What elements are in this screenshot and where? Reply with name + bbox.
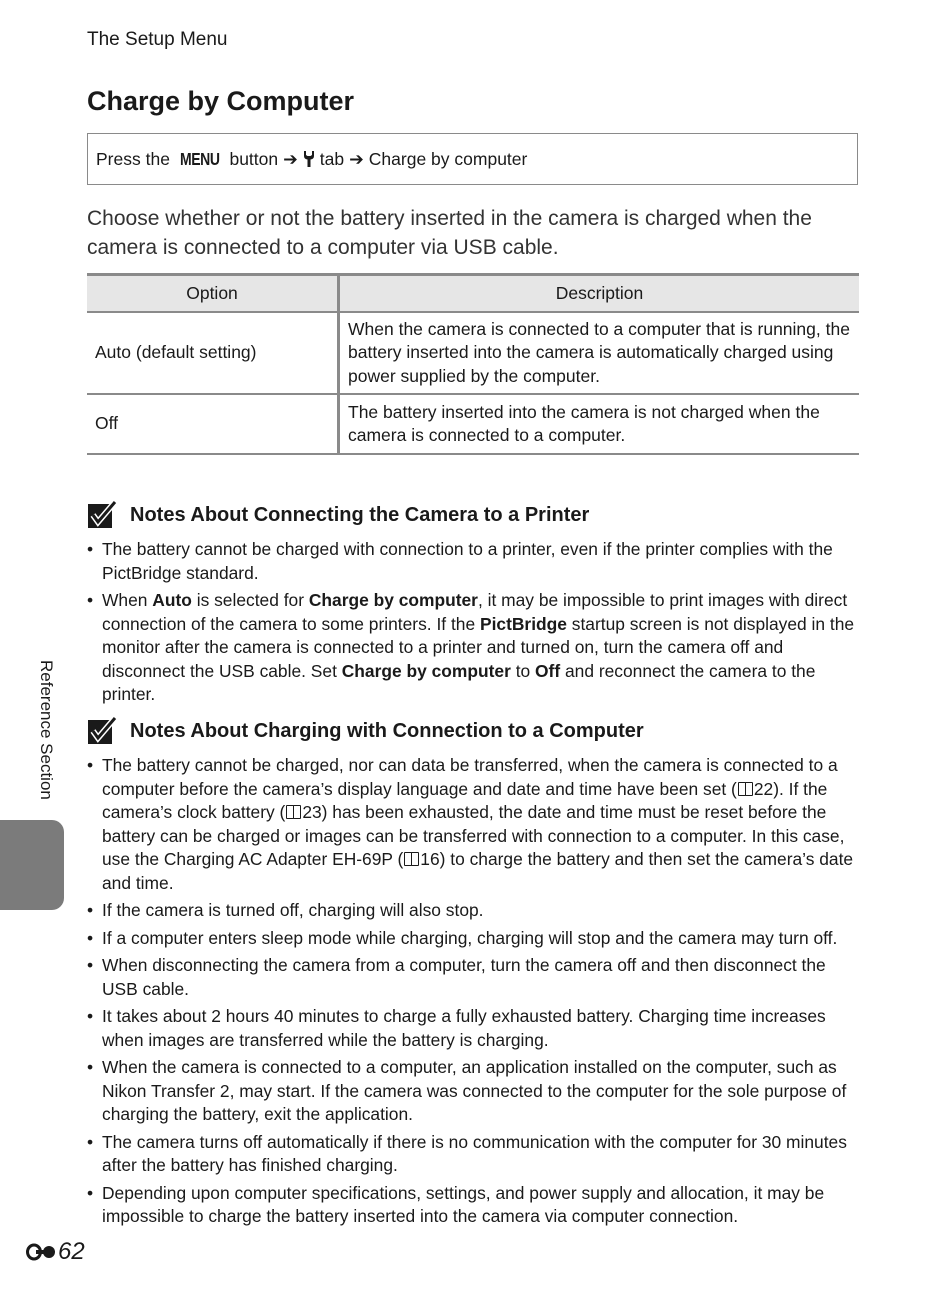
menu-path-prefix: Press the: [96, 148, 170, 169]
menu-path-tab-word: tab: [319, 148, 345, 169]
text-run: The battery cannot be charged, nor can data be transferred, when the camera is connected to a computer before the camera’s display language and date and time have been set (: [102, 755, 838, 799]
notes-list-printer: [87, 538, 862, 711]
list-item: [87, 754, 862, 895]
page-number: [26, 1238, 85, 1266]
text-run: ) to charge the battery and then set the camera’s date and time.: [102, 849, 854, 893]
page-title: Charge by Computer: [87, 86, 355, 116]
wrench-icon: [303, 150, 315, 168]
intro-text: Choose whether or not the battery inserted in the camera is charged when the camera is connected to a computer via USB cable.: [87, 207, 812, 259]
book-reference-icon: [286, 805, 301, 819]
book-reference-icon: [404, 852, 419, 866]
table-header-row: [87, 275, 859, 313]
list-item: [87, 1131, 862, 1178]
list-item-text: The camera turns off automatically if there is no communication with the computer for 30 minutes after the battery has finished charging.: [102, 1131, 847, 1175]
column-header: Description: [339, 275, 860, 313]
notes-list-computer: [87, 754, 862, 1233]
list-item: [87, 1005, 862, 1052]
notes-heading-computer: [87, 716, 644, 746]
list-item-text: When the camera is connected to a computer, an application installed on the computer, such as Nikon Transfer 2, may start. If the camera was connected to the computer for the sole purpose of charging the battery, exit the application.: [102, 1057, 847, 1124]
menu-path-box: [87, 133, 858, 185]
notes-heading-printer: [87, 500, 589, 530]
option-cell: Off: [87, 394, 339, 454]
page-reference: 22: [753, 778, 774, 799]
reference-section-tab: [0, 820, 64, 910]
menu-button-icon: MENU: [179, 148, 220, 169]
menu-path-button-word: button: [229, 148, 279, 169]
list-item: [87, 1056, 862, 1127]
list-item-text: It takes about 2 hours 40 minutes to charge a fully exhausted battery. Charging time increases when images are transferred while the battery is charging.: [102, 1006, 826, 1050]
table-row: [87, 394, 859, 454]
list-item: [87, 1182, 862, 1229]
arrow-icon: ➔: [349, 148, 364, 169]
list-item: [87, 899, 862, 923]
list-item: [87, 589, 862, 707]
notes-heading-text: Notes About Charging with Connection to a Computer: [130, 719, 644, 742]
list-item: [87, 538, 862, 585]
list-item: [87, 927, 862, 951]
check-mark-icon: [87, 500, 117, 530]
list-item-text: If the camera is turned off, charging will also stop.: [102, 900, 484, 920]
page-reference: 16: [420, 849, 440, 869]
bold-term: PictBridge: [479, 613, 567, 634]
book-reference-icon: [738, 782, 753, 796]
list-item-text: When disconnecting the camera from a computer, turn the camera off and then disconnect the USB cable.: [102, 955, 826, 999]
option-cell: Auto (default setting): [87, 312, 339, 394]
bold-term: Auto: [152, 590, 192, 610]
list-item-text: Depending upon computer specifications, settings, and power supply and allocation, it may be impossible to charge the battery inserted into the camera via computer connection.: [102, 1182, 825, 1226]
running-header: The Setup Menu: [87, 29, 228, 50]
check-mark-icon: [87, 716, 117, 746]
bold-term: Charge by computer: [341, 660, 511, 681]
side-tab-label: Reference Section: [37, 660, 56, 800]
text-run: , it may be impossible to print images with direct connection of the camera to some printers. If the: [102, 590, 848, 634]
page-reference: 23: [302, 802, 322, 822]
list-item-text: The battery cannot be charged with connection to a printer, even if the printer complies with the PictBridge standard.: [102, 539, 833, 583]
text-run: ). If the camera’s clock battery (: [102, 778, 828, 822]
notes-heading-text: Notes About Connecting the Camera to a Printer: [130, 503, 590, 526]
arrow-icon: ➔: [283, 148, 298, 169]
reference-section-icon: [26, 1242, 56, 1262]
options-table: [87, 273, 859, 455]
text-run: When: [102, 590, 153, 610]
text-run: ) has been exhausted, the date and time must be reset before the battery can be charged or images can be transferred with connection to a computer. In this case, use the Charging AC Adapter EH-69P (: [102, 802, 845, 869]
text-run: to: [510, 660, 536, 681]
text-run: startup screen is not displayed in the monitor after the camera is connected to a printer and turned on, turn the camera off and disconnect the USB cable. Set: [102, 613, 855, 681]
bold-term: Charge by computer: [308, 590, 478, 610]
bold-term: Off: [535, 660, 561, 681]
list-item-text: If a computer enters sleep mode while charging, charging will stop and the camera may turn off.: [102, 927, 838, 948]
text-run: is selected for: [191, 590, 309, 610]
column-header: Option: [87, 275, 339, 313]
list-item: [87, 954, 862, 1001]
table-row: [87, 312, 859, 394]
description-cell: When the camera is connected to a computer that is running, the battery inserted into the camera is automatically charged using power supplied by the computer.: [339, 312, 860, 394]
page-number-text: 62: [58, 1238, 85, 1265]
menu-path-destination: Charge by computer: [368, 148, 528, 169]
description-cell: The battery inserted into the camera is not charged when the camera is connected to a computer.: [339, 394, 860, 454]
text-run: and reconnect the camera to the printer.: [102, 660, 816, 704]
